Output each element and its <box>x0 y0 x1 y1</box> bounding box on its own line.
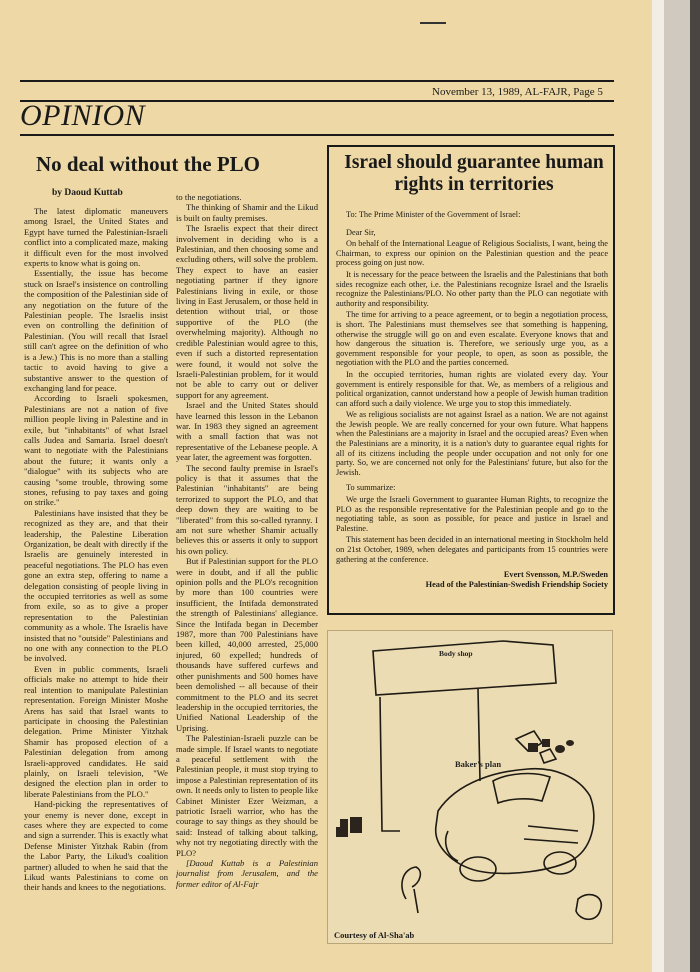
page-edge-strip <box>652 0 664 972</box>
car-window <box>493 774 550 803</box>
paragraph: According to Israeli spokesmen, Palestinians are not a nation of five million people living in Palestine and in exile, but "inhabitants" of what Israel calls Judea and Samaria. Israel doesn't want to negotiate with the Palestinians about the future; it wants only a "dialogue" with its subjects who are causing "some trouble, throwing some stones, refusing to pay taxes and going on strike." <box>24 393 168 508</box>
sign-post-left <box>380 697 400 831</box>
paragraph: On behalf of the International League of Religious Socialists, I want, being the Chairman, to express our opinion on the Palestinian question and the peace process going on just now. <box>336 239 608 268</box>
page-edge <box>652 0 700 972</box>
paragraph: This statement has been decided in an international meeting in Stockholm held on 21st October, 1989, when delegates and participants from 15 countries were gathering at the conference. <box>336 535 608 564</box>
paragraph: The Israelis expect that their direct involvement in deciding who is a Palestinian, and then choosing some and excluding others, will solve the problem. They expect to have an easier negotiating partner if they ignore Palestinians living in exile, or those living in East Jerusalem, or those held in detention without trial, or those supportive of the PLO (the overwhelming majority). Although no credible Palestinian would agree to this, even if such a distorted representation were found, it would not solve the Israeli-Palestinian problem, for it would not be able to carry out or deliver support for any agreement. <box>176 223 318 400</box>
paragraph: But if Palestinian support for the PLO were in doubt, and if all the public opinion polls and the PLO's recognition by more than 100 countries were insufficient, the Intifada demonstrated the strength of Palestinians' allegiance. Since the Intifada began in December 1987, more than 700 Palestinians have been killed, 40,000 arrested, 25,000 injured, 60 expelled; hundreds of thousands have suffered curfews and other punishments and 500 homes have been demolished -- all because of their commitment to the PLO and its secret leadership in the occupied territories, the Unified National Leadership of the Uprising. <box>176 556 318 733</box>
car-body <box>436 769 594 874</box>
letter-salutation: Dear Sir, <box>346 227 376 237</box>
paragraph: The latest diplomatic maneuvers among Israel, the United States and Egypt have turned the Palestinian-Israeli conflict into a complicated maze, making it difficult even for the most involved experts to know what is going on. <box>24 206 168 269</box>
masthead-rule-top <box>20 80 614 82</box>
paragraph: We urge the Israeli Government to guarantee Human Rights, to recognize the PLO as the responsible representative for the Palestinian people and go to the negotiating table, as soon as possible, for peace and justice in Israel and Palestine. <box>336 495 608 533</box>
paragraph: Essentially, the issue has become stuck on Israel's insistence on controlling the composition of the Palestinian side of any negotiation on the future of the Palestinian people. The Israelis insist even on controlling the definition of Palestinian. (You will recall that Israel still can't agree on the definition of who is a Jew.) This is no more than a stalling tactic to avoid having to give a substantive answer to the question of exchanging land for peace. <box>24 268 168 393</box>
paragraph: The thinking of Shamir and the Likud is built on faulty premises. <box>176 202 318 223</box>
summary-label: To summarize: <box>346 483 396 493</box>
cloud <box>576 895 601 920</box>
car-label: Baker's plan <box>455 759 502 769</box>
section-title: OPINION <box>20 99 146 132</box>
sign-label: Body shop <box>439 649 473 658</box>
signature-title: Head of the Palestinian-Swedish Friendship Society <box>425 579 608 589</box>
signature-name: Evert Svensson, M.P./Sweden <box>503 570 608 580</box>
paragraph: Israel and the United States should have learned this lesson in the Lebanon war. In 1983 they signed an agreement with a small faction that was not representative of the Lebanese people. A year later, the agreement was forgotten. <box>176 400 318 463</box>
paragraph: Hand-picking the representatives of your enemy is never done, except in cases where they are expected to come and sign a surrender. This is exactly what Defense Minister Yitzhak Rabin (from the Labor Party, the Likud's coalition partner) alluded to when he said that the Likud wants Palestinians to come on their hands and knees to the negotiations. <box>24 799 168 893</box>
paragraph: Even in public comments, Israeli officials make no attempt to hide their real intention to manipulate Palestinian representation. Foreign Minister Moshe Arens has said that Israel wants to participate in choosing the Palestinian delegation. Prime Minister Yitzhak Shamir has proposed election of a Palestinian delegation from among Israeli-approved candidates. He said plainly, on Israeli television, "We designed the election plan in order to liberate Palestinians from the PLO." <box>24 663 168 799</box>
paragraph: The second faulty premise in Israel's policy is that it assumes that the Palestinian "inhabitants" are being terrorized to support the PLO, and that deep down they are waiting to be "liberated" from this so-called tyranny. I am not sure whether Shamir actually believes this or asserts it only to support his own policy. <box>176 462 318 556</box>
paragraph: The time for arriving to a peace agreement, or to begin a negotiation process, is short. The Palestinians must themselves see that something is happening, otherwise the struggle will go on and even escalate. Everyone knows that and how dangerous the situation is. Therefore, we seriously urge you, as a government responsible for your people, to open, as soon as possible, the negotiation with the PLO and the parties concerned. <box>336 310 608 368</box>
cartoon-drawing <box>328 631 612 943</box>
section-rule <box>20 134 614 136</box>
page-edge-shadow <box>690 0 700 972</box>
cartoon-credit: Courtesy of Al-Sha'ab <box>334 930 415 940</box>
figure <box>402 867 420 913</box>
paragraph: Palestinians have insisted that they be recognized as they are, and that their leadership, the Palestine Liberation Organization, be dealt with directly if the Israelis are genuinely interested in peaceful negotiations. The PLO has even gone an extra step, offering to name a delegation consisting of people living in the occupied territories as well as some from exile, so as to give a proper representation to the Palestinian community as a whole. The Israelis have insisted that no "outside" Palestinians and no one with any connection to the PLO be involved. <box>24 507 168 664</box>
byline: by Daoud Kuttab <box>52 188 123 198</box>
left-article-column-2 <box>176 192 318 970</box>
left-article-column-1 <box>24 206 168 970</box>
letter-body <box>336 210 608 606</box>
paragraph: to the negotiations. <box>176 192 242 202</box>
car-wheel <box>460 857 496 881</box>
left-headline: No deal without the PLO <box>36 152 261 176</box>
paragraph: It is necessary for the peace between the Israelis and the Palestinians that both sides recognize each other, i.e. the Palestinians recognize Israel and the Israelis recognize the Palestinians/PLO. No other party than the PLO can negotiate with authority and responsibility. <box>336 269 608 308</box>
cartoon <box>327 630 613 944</box>
paragraph: In the occupied territories, human rights are violated every day. Your government is entirely responsible for that. We, as members of a religious and political organization, cannot understand how a people of Jewish human tradition can afford such a daily violence. We urge you to stop this immediately. <box>336 369 608 408</box>
car-wheel <box>544 852 576 874</box>
author-tagline: [Daoud Kuttab is a Palestinian journalist from Jerusalem, and the former editor of Al-Fajr <box>176 858 318 889</box>
paragraph: We as religious socialists are not against Israel as a nation. We are not against the Jewish people. We are really concerned for your own future. What happens when the Palestinians are a majority in Israel and the occupied areas? Even when the Palestinians are a minority, it is a nation's duty to guarantee equal rights for all of its citizens including the people under occupation and not only for one party. So, we are concerned not only for the Palestinians' future, but also for the Jewish. <box>336 410 608 477</box>
paragraph: The Palestinian-Israeli puzzle can be made simple. If Israel wants to negotiate a peaceful settlement with the Palestinian people, it must stop trying to impose a Palestinian representation of its own. It needs only to listen to people like Cabinet Minister Ezer Weizman, a patriotic Israeli warrior, who has the courage to say things as they should be said: Instead of talking about talking, why not try negotiating directly with the PLO? <box>176 733 318 858</box>
dateline: November 13, 1989, AL-FAJR, Page 5 <box>432 86 603 98</box>
letter-recipient: To: The Prime Minister of the Government of Israel: <box>346 210 521 219</box>
top-dash <box>420 22 446 24</box>
right-headline: Israel should guarantee human rights in territories <box>344 152 604 195</box>
